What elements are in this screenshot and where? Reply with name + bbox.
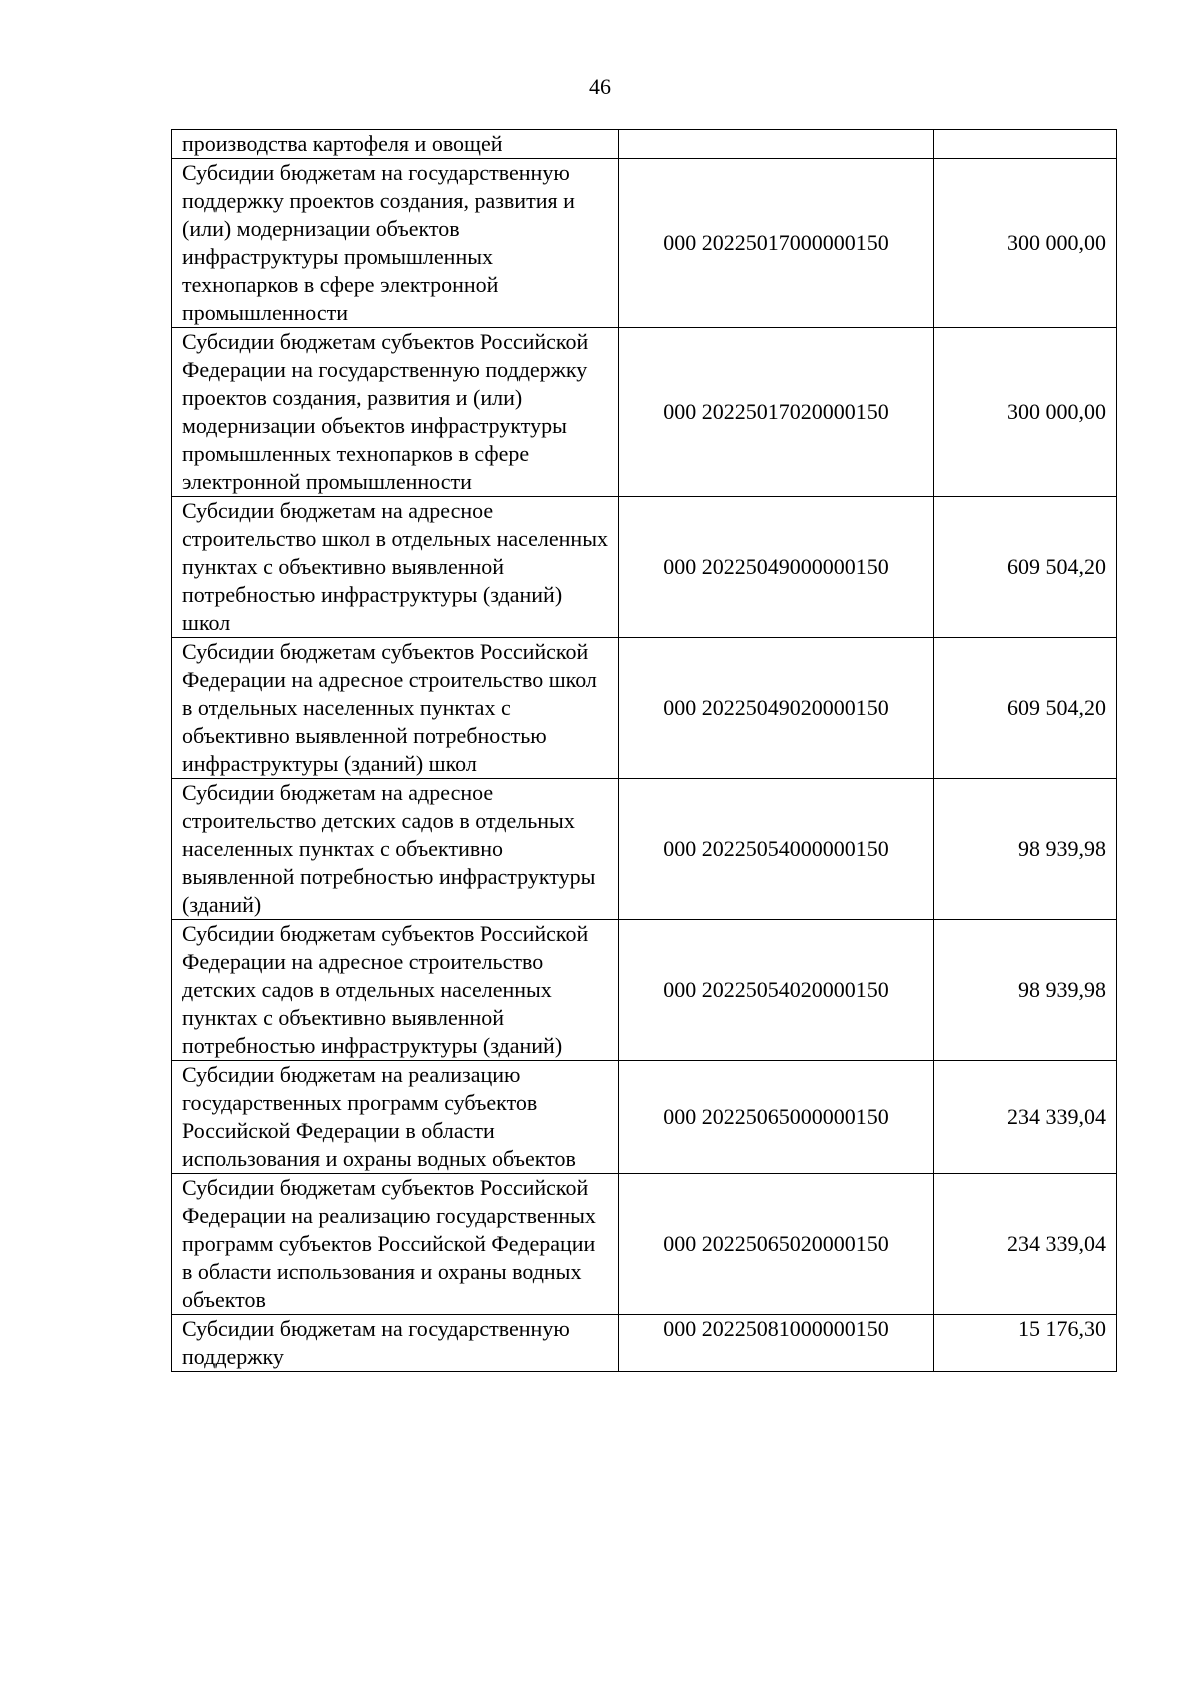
amount-cell: 15 176,30 [934,1315,1117,1372]
revenue-name-cell: Субсидии бюджетам субъектов Российской Федерации на адресное строительство детских садов в отдельных населенных пунктах с объективно выявленной потребностью инфраструктуры (зданий) [172,920,619,1061]
amount-cell: 98 939,98 [934,920,1117,1061]
table-row [172,920,1117,1061]
amount-cell: 234 339,04 [934,1061,1117,1174]
revenue-name-cell: Субсидии бюджетам субъектов Российской Федерации на реализацию государственных программ субъектов Российской Федерации в области использования и охраны водных объектов [172,1174,619,1315]
amount-cell: 609 504,20 [934,497,1117,638]
table-row [172,159,1117,328]
page-number: 46 [589,74,611,99]
revenue-name-cell: Субсидии бюджетам субъектов Российской Федерации на адресное строительство школ в отдельных населенных пунктах с объективно выявленной потребностью инфраструктуры (зданий) школ [172,638,619,779]
revenue-name-cell: Субсидии бюджетам на адресное строительство детских садов в отдельных населенных пунктах с объективно выявленной потребностью инфраструктуры (зданий) [172,779,619,920]
revenue-name-cell: производства картофеля и овощей [172,130,619,159]
table-row [172,1315,1117,1372]
table-row [172,1174,1117,1315]
budget-code-cell: 000 20225049000000150 [619,497,934,638]
revenue-name-cell: Субсидии бюджетам на адресное строительство школ в отдельных населенных пунктах с объективно выявленной потребностью инфраструктуры (зданий) школ [172,497,619,638]
amount-cell: 300 000,00 [934,328,1117,497]
budget-code-cell: 000 20225049020000150 [619,638,934,779]
table-row [172,328,1117,497]
amount-cell: 300 000,00 [934,159,1117,328]
budget-code-cell: 000 20225054020000150 [619,920,934,1061]
revenue-name-cell: Субсидии бюджетам на реализацию государственных программ субъектов Российской Федерации в области использования и охраны водных объектов [172,1061,619,1174]
budget-code-cell: 000 20225017000000150 [619,159,934,328]
budget-code-cell: 000 20225017020000150 [619,328,934,497]
table-row [172,497,1117,638]
table-row [172,638,1117,779]
table-row [172,130,1117,159]
amount-cell: 609 504,20 [934,638,1117,779]
revenue-name-cell: Субсидии бюджетам субъектов Российской Федерации на государственную поддержку проектов создания, развития и (или) модернизации объектов инфраструктуры промышленных технопарков в сфере электронной промышленности [172,328,619,497]
amount-cell: 98 939,98 [934,779,1117,920]
amount-cell: 234 339,04 [934,1174,1117,1315]
revenue-name-cell: Субсидии бюджетам на государственную поддержку [172,1315,619,1372]
revenue-name-cell: Субсидии бюджетам на государственную поддержку проектов создания, развития и (или) модернизации объектов инфраструктуры промышленных технопарков в сфере электронной промышленности [172,159,619,328]
budget-revenue-table [171,129,1117,1372]
amount-cell [934,130,1117,159]
budget-code-cell: 000 20225081000000150 [619,1315,934,1372]
budget-code-cell: 000 20225065020000150 [619,1174,934,1315]
table-row [172,1061,1117,1174]
budget-code-cell: 000 20225054000000150 [619,779,934,920]
budget-code-cell [619,130,934,159]
budget-code-cell: 000 20225065000000150 [619,1061,934,1174]
table-row [172,779,1117,920]
